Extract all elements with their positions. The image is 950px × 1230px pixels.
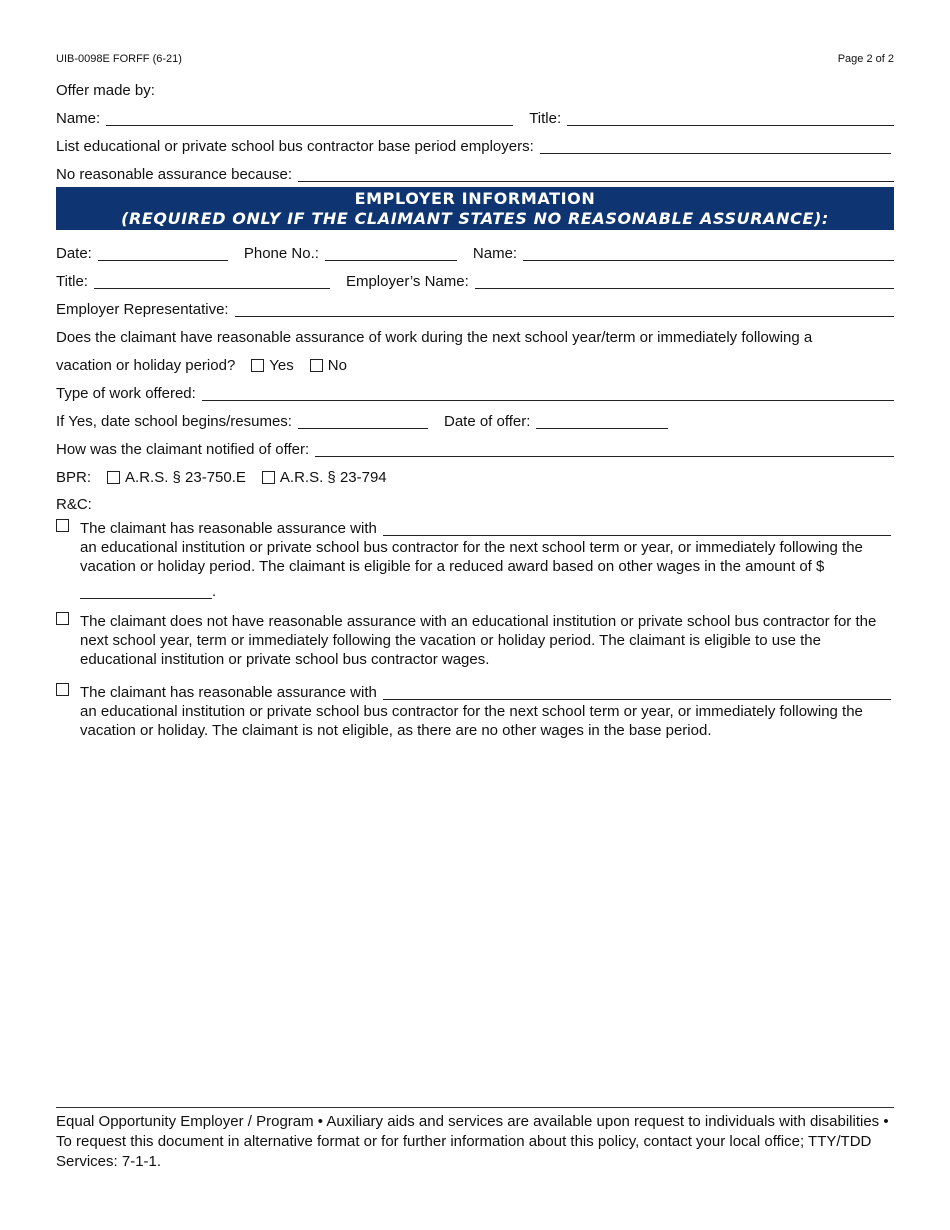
type-of-work-field[interactable] <box>202 386 894 401</box>
offer-title-label: Title: <box>529 110 562 127</box>
employer-title-name-row <box>56 271 894 291</box>
how-notified-label: How was the claimant notified of offer: <box>56 441 310 458</box>
rc-option-3-checkbox[interactable] <box>56 683 69 696</box>
employer-title-label: Title: <box>56 273 88 290</box>
date-of-offer-field[interactable] <box>536 414 668 429</box>
employer-representative-label: Employer Representative: <box>56 301 229 318</box>
date-school-begins-label: If Yes, date school begins/resumes: <box>56 413 292 430</box>
yes-checkbox[interactable] <box>251 359 264 372</box>
no-assurance-field[interactable] <box>298 167 894 182</box>
date-of-offer-label: Date of offer: <box>443 413 531 430</box>
bpr-794-label: A.R.S. § 23-794 <box>279 469 387 486</box>
employer-name-field[interactable] <box>523 246 894 261</box>
footer-text: Equal Opportunity Employer / Program • Auxiliary aids and services are available upon request to individuals with disabilities • To request this document in alternative format or for further information about this policy, contact your local office; TTY/TDD Services: 7-1-1. <box>56 1113 889 1170</box>
employer-title-field[interactable] <box>94 274 330 289</box>
employer-information-banner <box>56 187 894 230</box>
assurance-question-line2: vacation or holiday period? <box>56 357 236 374</box>
no-checkbox[interactable] <box>310 359 323 372</box>
employer-representative-field[interactable] <box>235 302 894 317</box>
no-assurance-row <box>56 164 894 184</box>
employer-date-field[interactable] <box>98 246 228 261</box>
no-option[interactable] <box>310 357 347 375</box>
employer-phone-label: Phone No.: <box>243 245 319 262</box>
rc-option-2-body: The claimant does not have reasonable assurance with an educational institution or private school bus contractor for the next school year, term or immediately following the vacation or holiday period. The claimant is eligible to use the educational institution or private school bus contractor wages. <box>80 613 877 668</box>
bpr-794-checkbox[interactable] <box>262 471 275 484</box>
rc-label: R&C: <box>56 496 92 513</box>
how-notified-field[interactable] <box>315 442 894 457</box>
rc-option-1-lead: The claimant has reasonable assurance with <box>80 520 377 537</box>
bpr-option-750e[interactable] <box>107 469 246 487</box>
rc-option-1-body: an educational institution or private school bus contractor for the next school term or year, or immediately following the vacation or holiday period. The claimant is eligible for a reduced award based on other wages in the amount of $ <box>80 539 863 575</box>
rc-option-2-checkbox[interactable] <box>56 612 69 625</box>
offer-title-field[interactable] <box>567 111 894 126</box>
rc-option-3-employer-field[interactable] <box>383 685 891 700</box>
employer-phone-field[interactable] <box>325 246 457 261</box>
rc-option-1-employer-field[interactable] <box>383 521 891 536</box>
rc-option-1-checkbox[interactable] <box>56 519 69 532</box>
bpr-row <box>56 467 894 487</box>
assurance-question-row <box>56 327 894 347</box>
base-period-employers-field[interactable] <box>540 139 891 154</box>
employers-name-field[interactable] <box>475 274 894 289</box>
date-school-begins-field[interactable] <box>298 414 428 429</box>
rc-option-1-amount-field[interactable] <box>80 584 212 599</box>
footer-divider <box>56 1107 894 1108</box>
employer-date-phone-name-row <box>56 243 894 263</box>
rc-option-2 <box>56 612 894 669</box>
employer-name-label: Name: <box>472 245 518 262</box>
bpr-label: BPR: <box>56 469 92 486</box>
yes-option[interactable] <box>251 357 293 375</box>
rc-option-3-lead: The claimant has reasonable assurance with <box>80 684 377 701</box>
page-number: Page 2 of 2 <box>837 53 894 65</box>
rc-option-1 <box>56 519 894 601</box>
no-label: No <box>327 357 347 374</box>
offer-made-by-label: Offer made by: <box>56 82 155 99</box>
form-id: UIB-0098E FORFF (6-21) <box>56 53 182 65</box>
employer-date-label: Date: <box>56 245 92 262</box>
yes-label: Yes <box>269 357 294 374</box>
banner-title: EMPLOYER INFORMATION <box>354 189 596 208</box>
no-assurance-label: No reasonable assurance because: <box>56 166 292 183</box>
bpr-750e-checkbox[interactable] <box>107 471 120 484</box>
rc-option-3-body: an educational institution or private school bus contractor for the next school term or year, or immediately following the vacation or holiday. The claimant is not eligible, as there are no other wages in the base period. <box>80 703 863 739</box>
employers-name-label: Employer’s Name: <box>345 273 469 290</box>
rc-option-1-end: . <box>212 583 217 600</box>
bpr-750e-label: A.R.S. § 23-750.E <box>125 469 246 486</box>
assurance-question-line1: Does the claimant have reasonable assurance of work during the next school year/term or immediately following a <box>56 329 813 346</box>
type-of-work-row <box>56 383 894 403</box>
offer-name-row <box>56 108 894 128</box>
banner-subtitle: (REQUIRED ONLY IF THE CLAIMANT STATES NO REASONABLE ASSURANCE): <box>121 209 829 228</box>
school-dates-row <box>56 411 894 431</box>
offer-name-label: Name: <box>56 110 101 127</box>
offer-made-by-row <box>56 80 894 100</box>
rc-option-3 <box>56 683 894 740</box>
bpr-option-794[interactable] <box>262 469 387 487</box>
type-of-work-label: Type of work offered: <box>56 385 196 402</box>
how-notified-row <box>56 439 894 459</box>
offer-name-field[interactable] <box>106 111 513 126</box>
rc-row <box>56 494 894 514</box>
employer-representative-row <box>56 299 894 319</box>
assurance-question-row-2 <box>56 355 894 375</box>
base-period-employers-label: List educational or private school bus contractor base period employers: <box>56 138 534 155</box>
base-period-employers-row <box>56 136 894 156</box>
